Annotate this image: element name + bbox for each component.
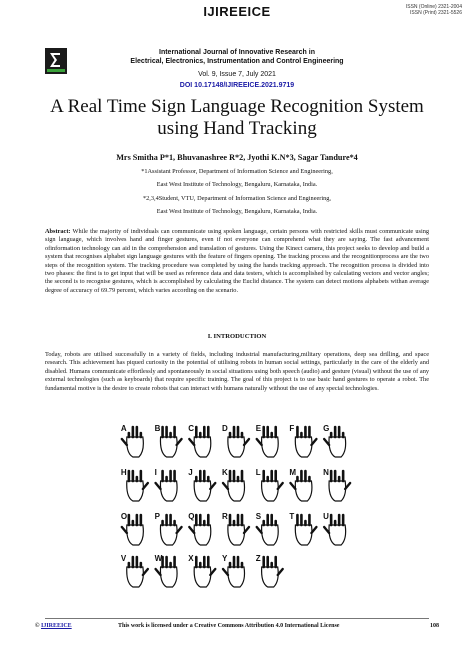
hand-fingers: [163, 557, 175, 567]
sign-letter-label: D: [222, 424, 228, 433]
hand-fingers: [331, 427, 343, 437]
sign-letter-label: X: [188, 554, 194, 563]
sign-letter-label: J: [188, 468, 193, 477]
sign-letter-label: U: [323, 512, 329, 521]
affiliation-1-line2: East West Institute of Technology, Bengaluru, Karnataka, India.: [156, 181, 318, 188]
hand-thumb: [257, 527, 262, 533]
sign-letter-label: W: [154, 554, 163, 563]
hand-sign-o: [121, 512, 144, 545]
hand-fingers: [129, 557, 141, 567]
page-number: 108: [430, 623, 439, 629]
title-line1: A Real Time Sign Language Recognition System: [50, 96, 424, 117]
section-heading-introduction: I. INTRODUCTION: [207, 333, 267, 340]
sign-letter-label: I: [154, 468, 157, 477]
hand-sign-h: [121, 468, 148, 501]
paper-title: [20, 96, 454, 140]
hand-thumb: [324, 527, 329, 533]
sign-letter-label: N: [323, 468, 329, 477]
hand-thumb: [257, 439, 262, 445]
sign-letter-label: P: [154, 512, 160, 521]
hand-fingers: [196, 471, 208, 481]
hand-sign-f: [289, 424, 316, 457]
issn-block: [406, 4, 462, 16]
sign-letter-label: F: [289, 424, 295, 433]
hand-fingers: [196, 557, 208, 567]
hand-sign-s: [256, 512, 279, 545]
affiliation-1-line1: *1Assistant Professor, Department of Information Science and Engineering,: [141, 168, 333, 175]
footer-license[interactable]: This work is licensed under a Creative Commons Attribution 4.0 International License: [118, 623, 340, 629]
sign-letter-label: C: [188, 424, 195, 433]
abstract-paragraph: [45, 228, 429, 295]
hand-fingers: [163, 515, 175, 525]
footer-copyright: [35, 623, 72, 629]
hand-fingers: [297, 515, 309, 525]
sign-letter-label: T: [289, 512, 295, 521]
issn-online: ISSN (Online) 2321-2004: [405, 4, 462, 10]
sign-letter-label: O: [120, 512, 128, 521]
hand-sign-w: [155, 554, 178, 587]
affiliation-2-line2: East West Institute of Technology, Bengaluru, Karnataka, India.: [156, 208, 318, 215]
hand-fingers: [196, 427, 208, 437]
hand-sign-v: [121, 554, 148, 587]
hand-fingers: [129, 427, 141, 437]
sign-letter-label: B: [154, 424, 161, 433]
hand-sign-c: [188, 424, 211, 457]
hand-fingers: [264, 471, 276, 481]
hand-sign-u: [323, 512, 346, 545]
volume-issue: Vol. 9, Issue 7, July 2021: [198, 71, 276, 78]
hand-thumb: [290, 483, 295, 489]
hand-thumb: [223, 569, 228, 575]
hand-sign-p: [155, 512, 182, 545]
sign-letter-label: M: [289, 468, 297, 477]
hand-fingers: [129, 515, 141, 525]
hand-sign-g: [323, 424, 346, 457]
hand-fingers: [163, 427, 175, 437]
sign-letter-label: G: [323, 424, 330, 433]
sign-letter-label: L: [255, 468, 261, 477]
hand-fingers: [264, 427, 276, 437]
hand-sign-l: [256, 468, 283, 501]
hand-fingers: [264, 557, 276, 567]
journal-full-line2: Electrical, Electronics, Instrumentation and Control Engineering: [130, 58, 344, 65]
hand-fingers: [331, 515, 343, 525]
hand-sign-n: [323, 468, 350, 501]
journal-full-title: [80, 48, 394, 66]
hand-thumb: [324, 439, 329, 445]
hand-fingers: [230, 471, 242, 481]
copyright-symbol: ©: [35, 623, 40, 629]
doi-link[interactable]: DOI 10.17148/IJIREEICE.2021.9719: [179, 82, 295, 89]
hand-sign-z: [256, 554, 283, 587]
hand-thumb: [122, 439, 127, 445]
hand-sign-i: [155, 468, 178, 501]
hand-fingers: [230, 515, 242, 525]
hand-sign-b: [155, 424, 182, 457]
sign-alphabet-figure: [118, 415, 354, 595]
sign-letter-label: H: [120, 468, 127, 477]
sign-letter-label: A: [120, 424, 127, 433]
hand-fingers: [230, 557, 242, 567]
footer-journal-link[interactable]: IJIREEICE: [40, 623, 72, 629]
hand-fingers: [264, 515, 276, 525]
sign-letter-label: Q: [188, 512, 195, 521]
sign-letter-label: V: [120, 554, 127, 563]
hand-fingers: [230, 427, 242, 437]
hand-fingers: [297, 471, 309, 481]
hand-fingers: [129, 471, 141, 481]
sign-letter-label: Y: [222, 554, 228, 563]
hand-sign-d: [222, 424, 249, 457]
hand-fingers: [297, 427, 309, 437]
hand-fingers: [196, 515, 208, 525]
hand-sign-k: [222, 468, 245, 501]
title-line2: using Hand Tracking: [157, 118, 317, 139]
hand-thumb: [122, 527, 127, 533]
journal-full-line1: International Journal of Innovative Research in: [159, 49, 315, 56]
hand-sign-t: [289, 512, 316, 545]
hand-sign-a: [121, 424, 144, 457]
hand-thumb: [156, 569, 161, 575]
hand-sign-j: [188, 468, 215, 501]
abstract-label: Abstract:: [45, 228, 71, 235]
hand-sign-r: [222, 512, 249, 545]
sign-letter-label: R: [222, 512, 228, 521]
sign-letter-label: Z: [255, 554, 261, 563]
journal-short-title: IJIREEICE: [203, 4, 271, 19]
hand-sign-y: [222, 554, 245, 587]
hand-fingers: [331, 471, 343, 481]
hand-fingers: [163, 471, 175, 481]
introduction-paragraph: Today, robots are utilised successfully in a variety of fields, including industrial manufacturing,military operations, deep sea drilling, and space research. This achievement has piqued curiosity in the potential of utilising robots in human social settings, particularly in the care of the elderly and disabled. Humans communicate effortlessly and spontaneously in social situations using both speech (audio) and gesture (visual) without the use of any external technologies (such as keyboards) that require specific training. The goal of this project is to use basic hand gestures to operate a robot. The fundamental motive is the desire to create robots that can interact with humans naturally without the use of any special technologies.: [45, 351, 429, 392]
hand-sign-q: [188, 512, 211, 545]
sign-letter-label: E: [255, 424, 262, 433]
hand-thumb: [156, 483, 161, 489]
sign-letter-label: S: [255, 512, 262, 521]
abstract-text: While the majority of individuals can communicate using spoken language, certain persons with restricted skills must communicate using sign language, which involves hand and finger gestures, even if not everyone can comprehend what they are saying. The fast advancement ofinformation technology can aid in the comprehension and translation of gestures. Using the Kinect camera, this project seeks to develop and build a system that recognises alphabet sign language gestures with the feature of fingers opening. The tracking process and the recognitionprocess are the two steps of the recognition system. The tracking procedure was completed by using the hands tracking approach. The recognition process is divided into two phases: the first is to get input that will be used as reference data and data testers, which is accomplished by calculating vectors and vector angles; the second is to recognise gestures, which is accomplished by calculating the Euclid distance. The system can detect motions alphabets withan average degree of accuracy of 69.79 percent, which varies according on the scenario.: [45, 228, 429, 294]
hand-thumb: [189, 439, 194, 445]
hand-sign-e: [256, 424, 279, 457]
author-list: Mrs Smitha P*1, Bhuvanashree R*2, Jyothi K.N*3, Sagar Tandure*4: [116, 153, 358, 162]
affiliation-2-line1: *2,3,4Student, VTU, Department of Information Science and Engineering,: [142, 195, 332, 202]
issn-print: ISSN (Print) 2321-5526: [410, 10, 462, 16]
hand-thumb: [223, 483, 228, 489]
sign-letter-label: K: [222, 468, 228, 477]
hand-sign-m: [289, 468, 312, 501]
hand-sign-x: [188, 554, 215, 587]
hand-thumb: [189, 527, 194, 533]
footer-divider: [45, 618, 429, 619]
